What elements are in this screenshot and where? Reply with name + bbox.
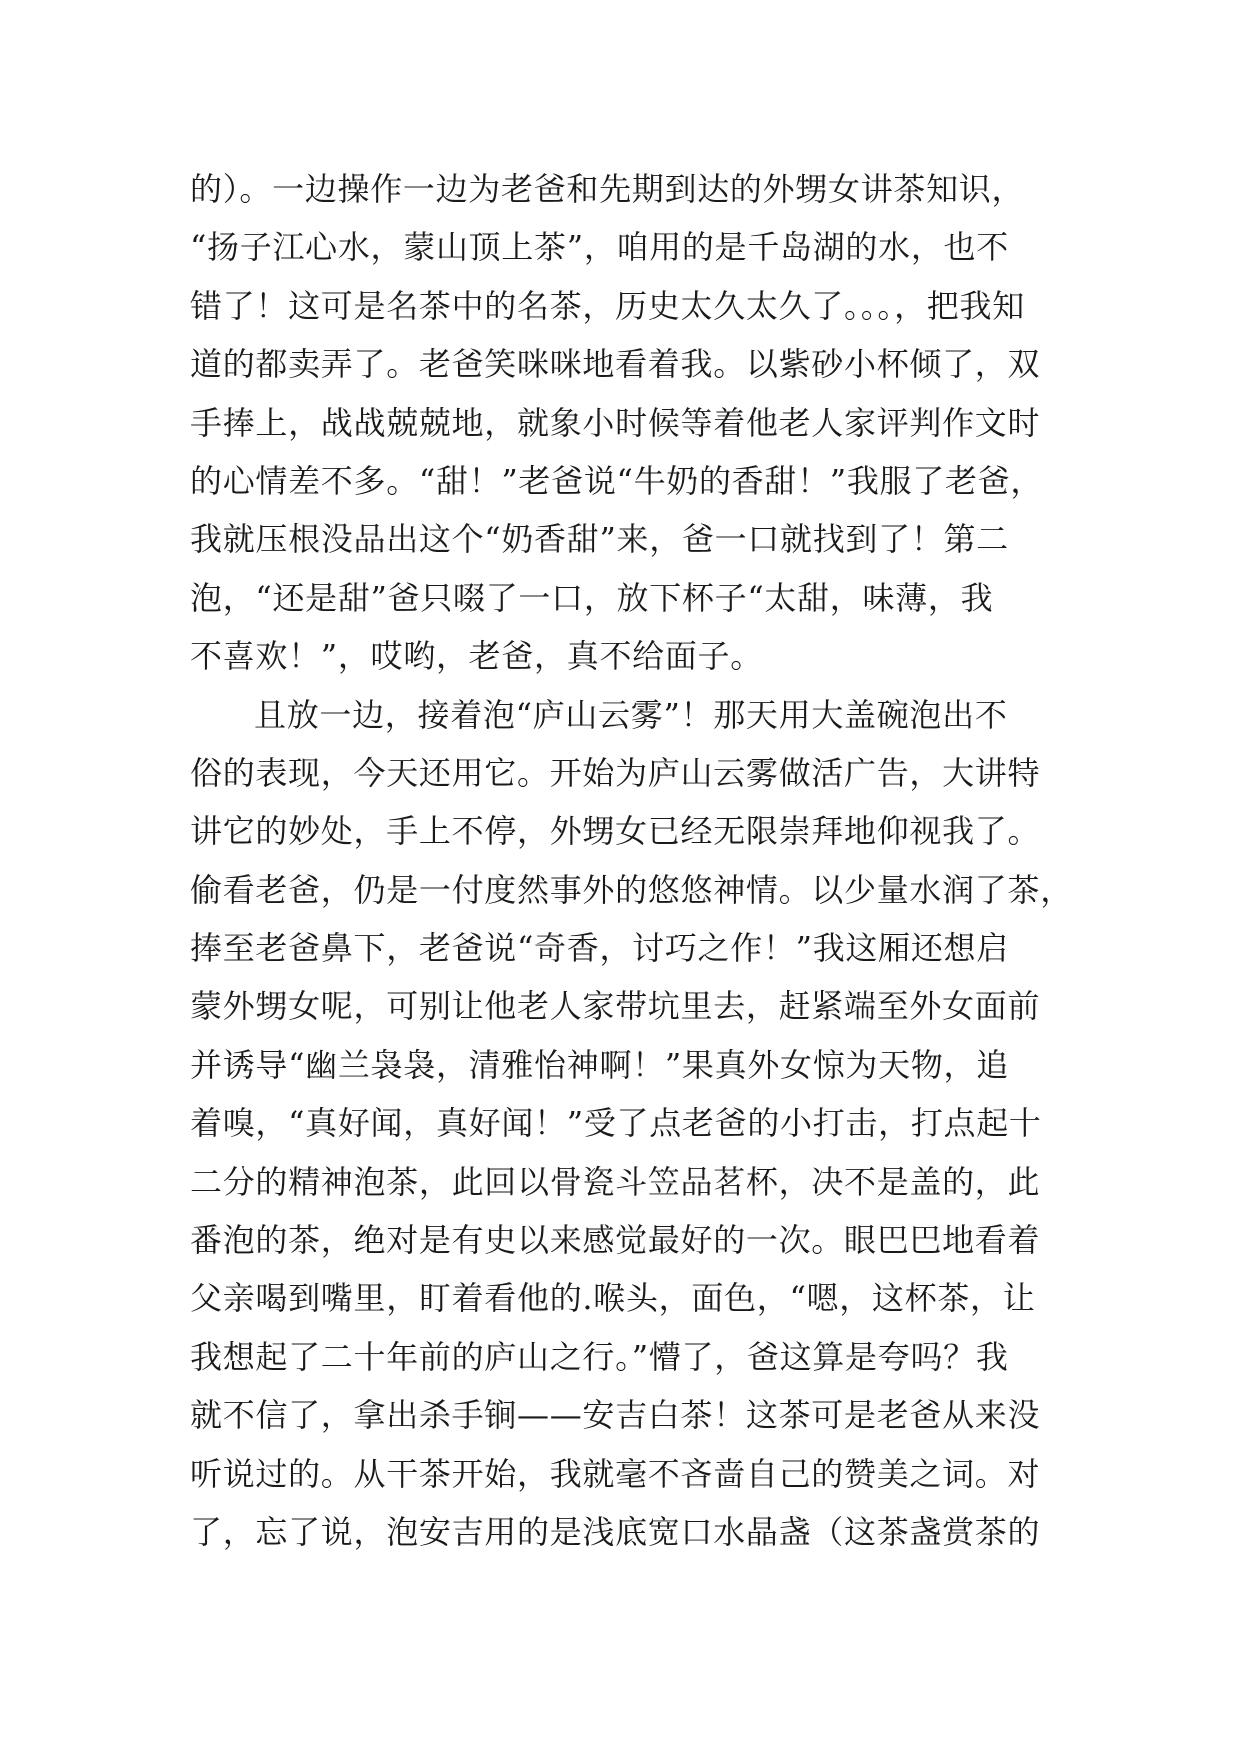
text-line: 偷看老爸，仍是一付度然事外的悠悠神情。以少量水润了茶， xyxy=(190,870,1073,909)
text-line: 道的都卖弄了。老爸笑咪咪地看着我。以紫砂小杯倾了，双 xyxy=(190,345,1041,384)
text-line: 不喜欢！”，哎哟，老爸，真不给面子。 xyxy=(190,637,763,676)
text-line: 我想起了二十年前的庐山之行。”懵了，爸这算是夸吗？我 xyxy=(190,1337,1009,1376)
text-line: 就不信了，拿出杀手锏——安吉白茶！这茶可是老爸从来没 xyxy=(190,1396,1041,1435)
text-line: 着嗅，“真好闻，真好闻！”受了点老爸的小打击，打点起十 xyxy=(190,1104,1042,1143)
text-line: 的）。一边操作一边为老爸和先期到达的外甥女讲茶知识， xyxy=(190,170,1025,208)
text-line: 且放一边，接着泡“庐山云雾”！那天用大盖碗泡出不 xyxy=(254,695,1008,734)
text-line: 听说过的。从干茶开始，我就毫不吝啬自己的赞美之词。对 xyxy=(190,1454,1041,1493)
text-line: 并诱导“幽兰袅袅，清雅怡神啊！”果真外女惊为天物，追 xyxy=(190,1045,1009,1084)
document-body xyxy=(190,160,1073,1561)
paragraph-1 xyxy=(190,160,1060,686)
text-line: 的心情差不多。“甜！”老爸说“牛奶的香甜！”我服了老爸， xyxy=(190,461,1044,500)
text-line: 了，忘了说，泡安吉用的是浅底宽口水晶盏（这茶盏赏茶的 xyxy=(190,1512,1041,1551)
text-line: 我就压根没品出这个“奶香甜”来，爸一口就找到了！第二 xyxy=(190,520,1009,559)
text-line: “扬子江心水，蒙山顶上茶”，咱用的是千岛湖的水，也不 xyxy=(190,228,1009,267)
text-line: 番泡的茶，绝对是有史以来感觉最好的一次。眼巴巴地看着 xyxy=(190,1221,1041,1260)
text-line: 泡，“还是甜”爸只啜了一口，放下杯子“太甜，味薄，我 xyxy=(190,578,994,617)
text-line: 父亲喝到嘴里，盯着看他的.喉头，面色，“嗯，这杯茶，让 xyxy=(190,1279,1036,1318)
text-line: 讲它的妙处，手上不停，外甥女已经无限崇拜地仰视我了。 xyxy=(190,812,1041,851)
text-line: 捧至老爸鼻下，老爸说“奇香，讨巧之作！”我这厢还想启 xyxy=(190,929,1009,968)
text-line: 蒙外甥女呢，可别让他老人家带坑里去，赶紧端至外女面前 xyxy=(190,987,1041,1026)
text-line: 错了！这可是名茶中的名茶，历史太久太久了。。。，把我知 xyxy=(190,286,1025,325)
text-line: 二分的精神泡茶，此回以骨瓷斗笠品茗杯，决不是盖的，此 xyxy=(190,1162,1041,1201)
text-line: 俗的表现，今天还用它。开始为庐山云雾做活广告，大讲特 xyxy=(190,753,1041,792)
text-line: 手捧上，战战兢兢地，就象小时候等着他老人家评判作文时 xyxy=(190,403,1041,442)
paragraph-2 xyxy=(190,686,1073,1562)
